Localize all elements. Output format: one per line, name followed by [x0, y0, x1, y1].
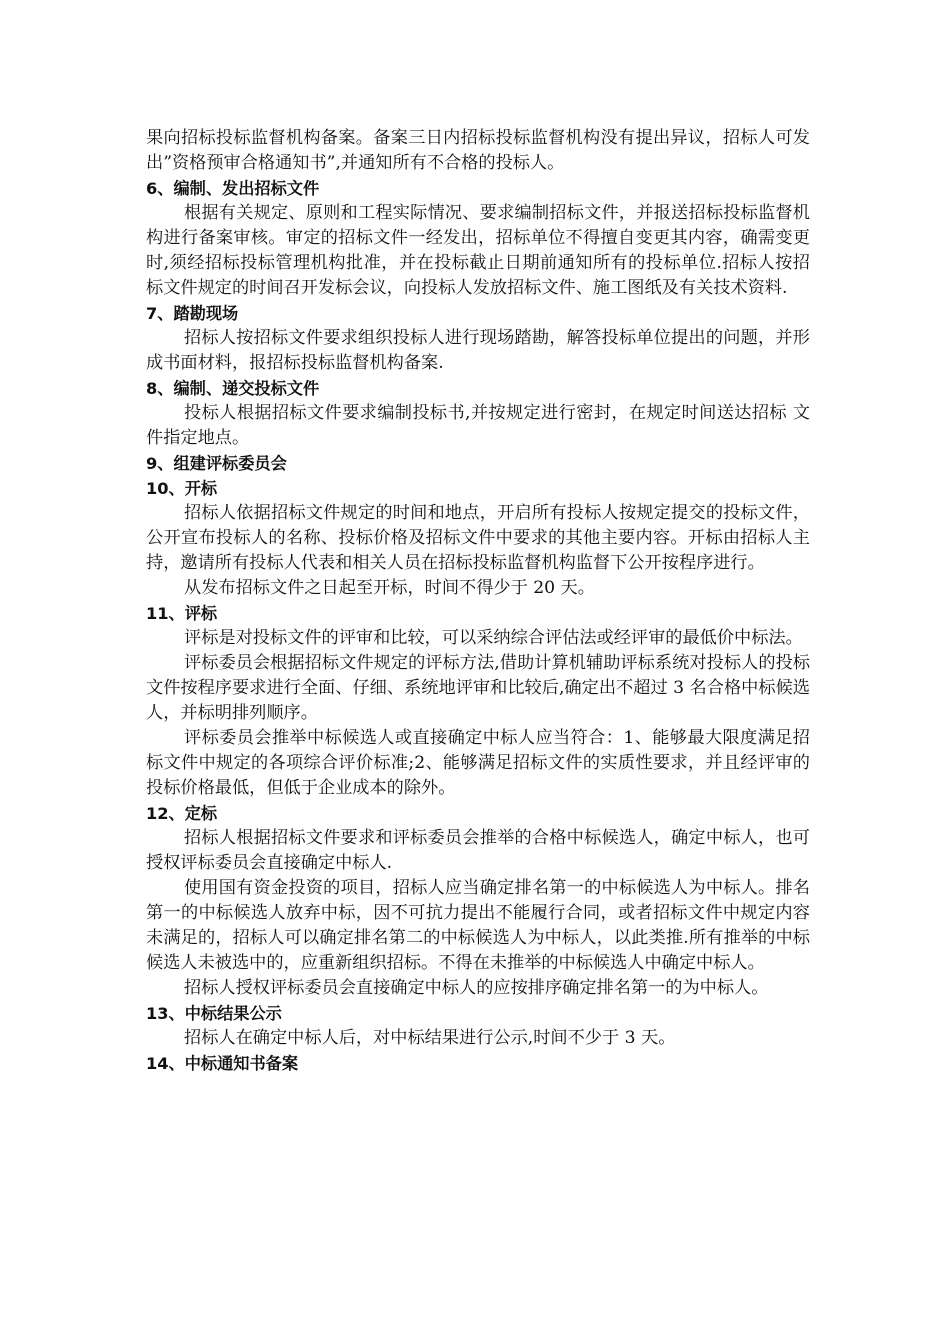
heading-section-13: 13、中标结果公示 — [146, 1004, 282, 1023]
paragraph-section-10-2: 从发布招标文件之日起至开标，时间不得少于 20 天。 — [184, 578, 595, 598]
heading-section-10: 10、开标 — [146, 479, 218, 498]
paragraph-section-6-1: 根据有关规定、原则和工程实际情况、要求编制招标文件，并报送招标投标监督机构进行备案审核。审定的招标文件一经发出，招标单位不得擅自变更其内容，确需变更时,须经招标投标管理机构批准，并在投标截止日期前通知所有的投标单位.招标人按招标文件规定的时间召开发标会议，向投标人发放招标文件、施工图纸及有关技术资料. — [146, 203, 810, 298]
heading-section-11: 11、评标 — [146, 604, 218, 623]
paragraph-section-11-1: 评标是对投标文件的评审和比较，可以采纳综合评估法或经评审的最低价中标法。 — [184, 628, 803, 648]
heading-section-12: 12、定标 — [146, 804, 218, 823]
paragraph-section-12-3: 招标人授权评标委员会直接确定中标人的应按排序确定排名第一的为中标人。 — [184, 978, 769, 998]
paragraph-section-11-2: 评标委员会根据招标文件规定的评标方法,借助计算机辅助评标系统对投标人的投标文件按程序要求进行全面、仔细、系统地评审和比较后,确定出不超过 3 名合格中标候选人，并标明排列顺序。 — [146, 653, 810, 723]
heading-section-9: 9、组建评标委员会 — [146, 454, 287, 473]
document-page — [146, 126, 810, 1076]
heading-section-14: 14、中标通知书备案 — [146, 1054, 299, 1073]
heading-section-7: 7、踏勘现场 — [146, 304, 239, 323]
intro-paragraph: 果向招标投标监督机构备案。备案三日内招标投标监督机构没有提出异议，招标人可发出”资格预审合格通知书”,并通知所有不合格的投标人。 — [146, 128, 810, 173]
heading-section-6: 6、编制、发出招标文件 — [146, 179, 320, 198]
heading-section-8: 8、编制、递交投标文件 — [146, 379, 320, 398]
paragraph-section-11-3: 评标委员会推举中标候选人或直接确定中标人应当符合：1、能够最大限度满足招标文件中规定的各项综合评价标准;2、能够满足招标文件的实质性要求，并且经评审的投标价格最低，但低于企业成本的除外。 — [146, 728, 810, 798]
paragraph-section-12-1: 招标人根据招标文件要求和评标委员会推举的合格中标候选人，确定中标人，也可授权评标委员会直接确定中标人. — [146, 828, 810, 873]
paragraph-section-13-1: 招标人在确定中标人后，对中标结果进行公示,时间不少于 3 天。 — [184, 1028, 676, 1048]
paragraph-section-7-1: 招标人按招标文件要求组织投标人进行现场踏勘，解答投标单位提出的问题，并形成书面材料，报招标投标监督机构备案. — [146, 328, 810, 373]
paragraph-section-8-1: 投标人根据招标文件要求编制投标书,并按规定进行密封，在规定时间送达招标 文件指定地点。 — [146, 403, 810, 448]
paragraph-section-10-1: 招标人依据招标文件规定的时间和地点，开启所有投标人按规定提交的投标文件，公开宣布投标人的名称、投标价格及招标文件中要求的其他主要内容。开标由招标人主持，邀请所有投标人代表和相关人员在招标投标监督机构监督下公开按程序进行。 — [146, 503, 810, 573]
paragraph-section-12-2: 使用国有资金投资的项目，招标人应当确定排名第一的中标候选人为中标人。排名第一的中标候选人放弃中标，因不可抗力提出不能履行合同，或者招标文件中规定内容未满足的，招标人可以确定排名第二的中标候选人为中标人，以此类推.所有推举的中标候选人未被选中的，应重新组织招标。不得在未推举的中标候选人中确定中标人。 — [146, 878, 810, 973]
